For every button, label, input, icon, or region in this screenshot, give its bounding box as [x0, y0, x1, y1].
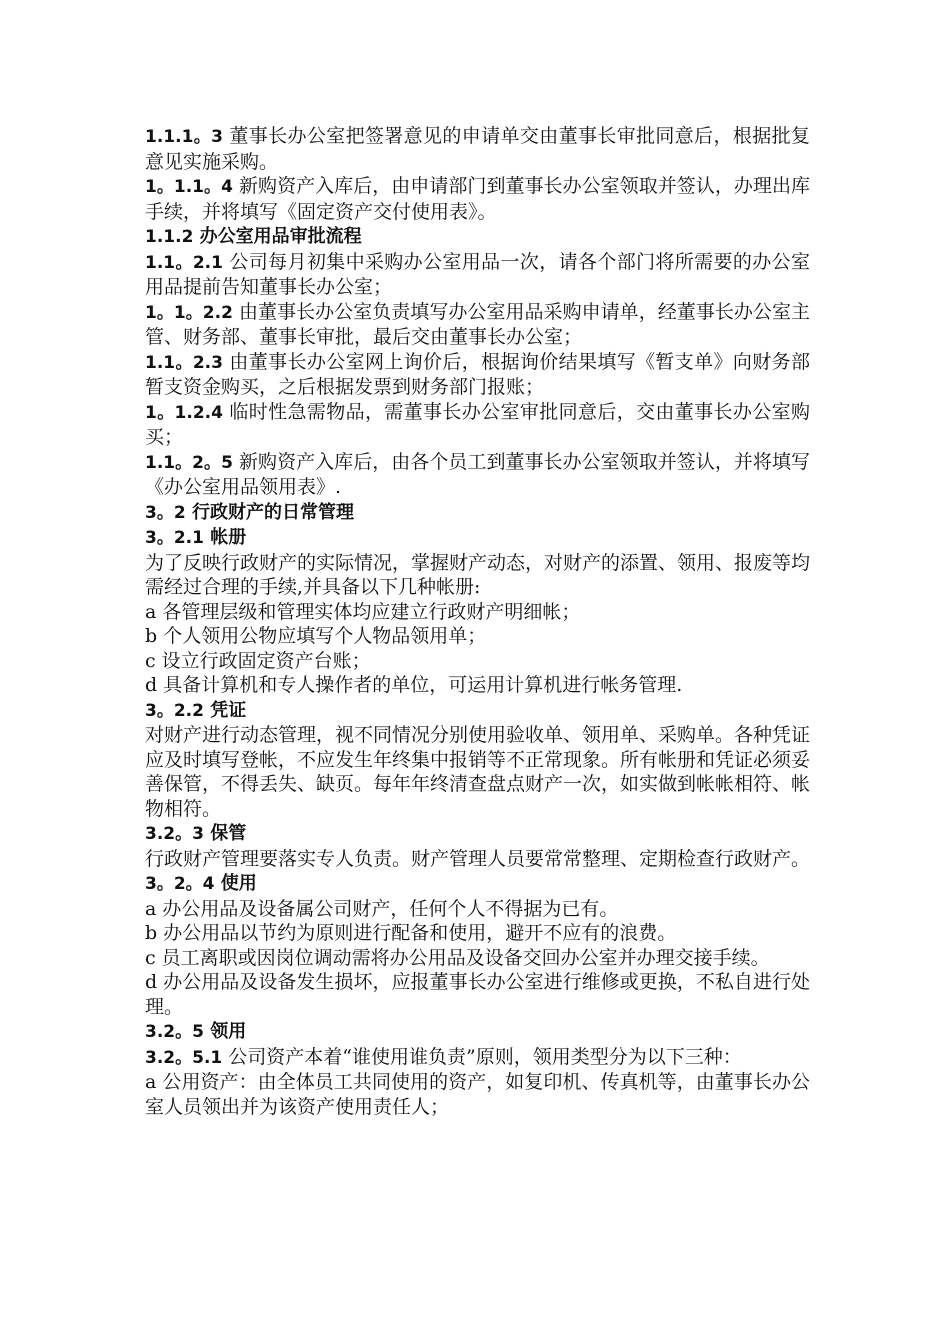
paragraph [145, 350, 810, 400]
heading-text: 行政财产的日常管理 [185, 501, 354, 523]
section-heading [145, 500, 810, 526]
paragraph [145, 946, 810, 971]
section-number: 3。2 [145, 502, 186, 523]
heading-text: 凭证 [203, 699, 247, 721]
paragraph [145, 897, 810, 922]
paragraph [145, 250, 810, 300]
paragraph [145, 921, 810, 946]
paragraph-text: d 具备计算机和专人操作者的单位，可运用计算机进行帐务管理. [145, 674, 683, 696]
section-number: 1。1.1。4 [145, 177, 233, 197]
paragraph-text: a 公用资产：由全体员工共同使用的资产，如复印机、传真机等，由董事长办公室人员领出并为该资产使用责任人； [145, 1071, 810, 1118]
paragraph-text: c 员工离职或因岗位调动需将办公用品及设备交回办公室并办理交接手续。 [145, 946, 770, 969]
section-heading [145, 821, 810, 847]
section-number: 3。2.2 [145, 700, 204, 721]
section-heading [145, 1019, 810, 1045]
paragraph [145, 400, 810, 450]
paragraph-text: 新购资产入库后，由各个员工到董事长办公室领取并签认，并将填写《办公室用品领用表》. [145, 450, 810, 498]
heading-text: 使用 [214, 873, 257, 894]
paragraph-text: 公司每月初集中采购办公室用品一次，请各个部门将所需要的办公室用品提前告知董事长办公室； [145, 250, 810, 298]
paragraph [145, 1070, 810, 1119]
paragraph-text: 行政财产管理要落实专人负责。财产管理人员要常常整理、定期检查行政财产。 [145, 847, 811, 870]
section-number: 1.1。2.1 [145, 252, 223, 273]
paragraph [145, 551, 810, 600]
section-number: 1.1.1。3 [145, 127, 223, 147]
section-number: 1.1。2.3 [145, 352, 223, 373]
paragraph [145, 624, 810, 649]
paragraph-text: 为了反映行政财产的实际情况，掌握财产动态，对财产的添置、领用、报废等均需经过合理的手续,并具备以下几种帐册: [145, 551, 811, 598]
paragraph-text: 董事长办公室把签署意见的申请单交由董事长审批同意后，根据批复意见实施采购。 [145, 125, 810, 173]
section-heading [145, 224, 810, 250]
section-number: 1.1.2 [145, 227, 194, 247]
paragraph [145, 1045, 810, 1071]
paragraph-text: 临时性急需物品，需董事长办公室审批同意后，交由董事长办公室购买； [145, 400, 810, 448]
paragraph [145, 300, 810, 350]
paragraph-text: 由董事长办公室网上询价后，根据询价结果填写《暂支单》向财务部暂支资金购买，之后根据发票到财务部门报账； [145, 350, 810, 398]
section-heading [145, 871, 810, 897]
section-number: 3。2。4 [145, 874, 215, 894]
heading-text: 保管 [203, 823, 247, 844]
paragraph-text: b 办公用品以节约为原则进行配备和使用，避开不应有的浪费。 [145, 922, 677, 944]
paragraph-text: 由董事长办公室负责填写办公室用品采购申请单，经董事长办公室主管、财务部、董事长审批，最后交由董事长办公室； [145, 300, 810, 348]
paragraph [145, 450, 810, 500]
paragraph-text: 新购资产入库后，由申请部门到董事长办公室领取并签认，办理出库手续，并将填写《固定资产交付使用表》。 [145, 175, 810, 223]
section-heading [145, 698, 810, 724]
section-number: 3。2.1 [145, 528, 204, 548]
section-number: 1。1。2.2 [145, 302, 233, 323]
paragraph-text: 对财产进行动态管理，视不同情况分别使用验收单、领用单、采购单。各种凭证应及时填写登帐，不应发生年终集中报销等不正常现象。所有帐册和凭证必须妥善保管，不得丢失、缺页。每年年终清查盘点财产一次，如实做到帐帐相符、帐物相符。 [145, 724, 811, 820]
section-number: 3.2。5.1 [145, 1047, 223, 1068]
paragraph-text: c 设立行政固定资产台账； [145, 649, 371, 672]
section-number: 3.2。5 [145, 1022, 204, 1042]
paragraph-text: a 各管理层级和管理实体均应建立行政财产明细帐； [145, 600, 581, 623]
paragraph [145, 600, 810, 625]
heading-text: 帐册 [203, 527, 247, 548]
paragraph [145, 649, 810, 674]
section-number: 1.1。2。5 [145, 452, 233, 473]
paragraph-text: b 个人领用公物应填写个人物品领用单； [145, 625, 487, 647]
heading-text: 办公室用品审批流程 [193, 226, 362, 247]
paragraph [145, 124, 810, 174]
paragraph [145, 970, 810, 1019]
paragraph [145, 174, 810, 224]
paragraph-text: 公司资产本着“谁使用谁负责”原则，领用类型分为以下三种： [222, 1045, 742, 1068]
paragraph [145, 723, 810, 821]
paragraph-text: a 办公用品及设备属公司财产，任何个人不得据为已有。 [145, 897, 619, 920]
paragraph-text: d 办公用品及设备发生损坏，应报董事长办公室进行维修或更换，不私自进行处理。 [145, 971, 810, 1018]
document-body [145, 124, 810, 1119]
paragraph [145, 847, 810, 872]
paragraph [145, 673, 810, 698]
section-number: 1。1.2.4 [145, 402, 223, 423]
heading-text: 领用 [203, 1021, 247, 1042]
section-number: 3.2。3 [145, 824, 204, 844]
section-heading [145, 525, 810, 551]
